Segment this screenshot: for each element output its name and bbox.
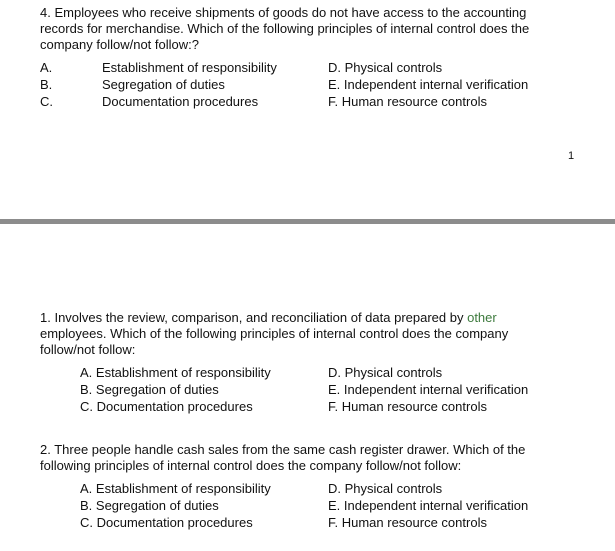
option-d: D. Physical controls bbox=[328, 60, 443, 75]
option-a: A. Establishment of responsibility bbox=[80, 481, 271, 496]
question-number: 2. bbox=[40, 442, 51, 457]
option-d: D. Physical controls bbox=[328, 481, 443, 496]
page-divider bbox=[0, 219, 615, 224]
option-f: F. Human resource controls bbox=[328, 94, 487, 109]
option-c: C. Documentation procedures bbox=[80, 399, 253, 414]
question-body-start: Involves the review, comparison, and reconciliation of data prepared by bbox=[54, 310, 468, 325]
question-number: 4. bbox=[40, 5, 51, 20]
option-b: B. Segregation of duties bbox=[80, 498, 219, 513]
page-number: 1 bbox=[568, 150, 575, 162]
highlighted-word: other bbox=[467, 310, 497, 325]
option-a: Establishment of responsibility bbox=[102, 60, 277, 75]
option-e: E. Independent internal verification bbox=[328, 498, 529, 513]
option-d: D. Physical controls bbox=[328, 365, 443, 380]
question-number: 1. bbox=[40, 310, 51, 325]
option-e: E. Independent internal verification bbox=[328, 77, 529, 92]
question-body: Employees who receive shipments of goods do not have access to the accounting records for merchandise. Which of the following principles of internal control does the company follow/not follow:? bbox=[40, 5, 530, 52]
option-a: A. Establishment of responsibility bbox=[80, 365, 271, 380]
option-c: Documentation procedures bbox=[102, 94, 259, 109]
option-c: C. Documentation procedures bbox=[80, 515, 253, 530]
question-1-text bbox=[40, 310, 560, 358]
option-letter-a: A. bbox=[40, 60, 53, 75]
option-f: F. Human resource controls bbox=[328, 515, 487, 530]
option-b: B. Segregation of duties bbox=[80, 382, 219, 397]
question-2-text bbox=[40, 442, 560, 474]
question-4-text bbox=[40, 5, 570, 53]
question-body-end: employees. Which of the following principles of internal control does the company follow/not follow: bbox=[40, 326, 509, 357]
option-e: E. Independent internal verification bbox=[328, 382, 529, 397]
option-letter-b: B. bbox=[40, 77, 53, 92]
option-letter-c: C. bbox=[40, 94, 53, 109]
question-body: Three people handle cash sales from the same cash register drawer. Which of the following principles of internal control does the company follow/not follow: bbox=[40, 442, 526, 473]
option-f: F. Human resource controls bbox=[328, 399, 487, 414]
option-b: Segregation of duties bbox=[102, 77, 225, 92]
